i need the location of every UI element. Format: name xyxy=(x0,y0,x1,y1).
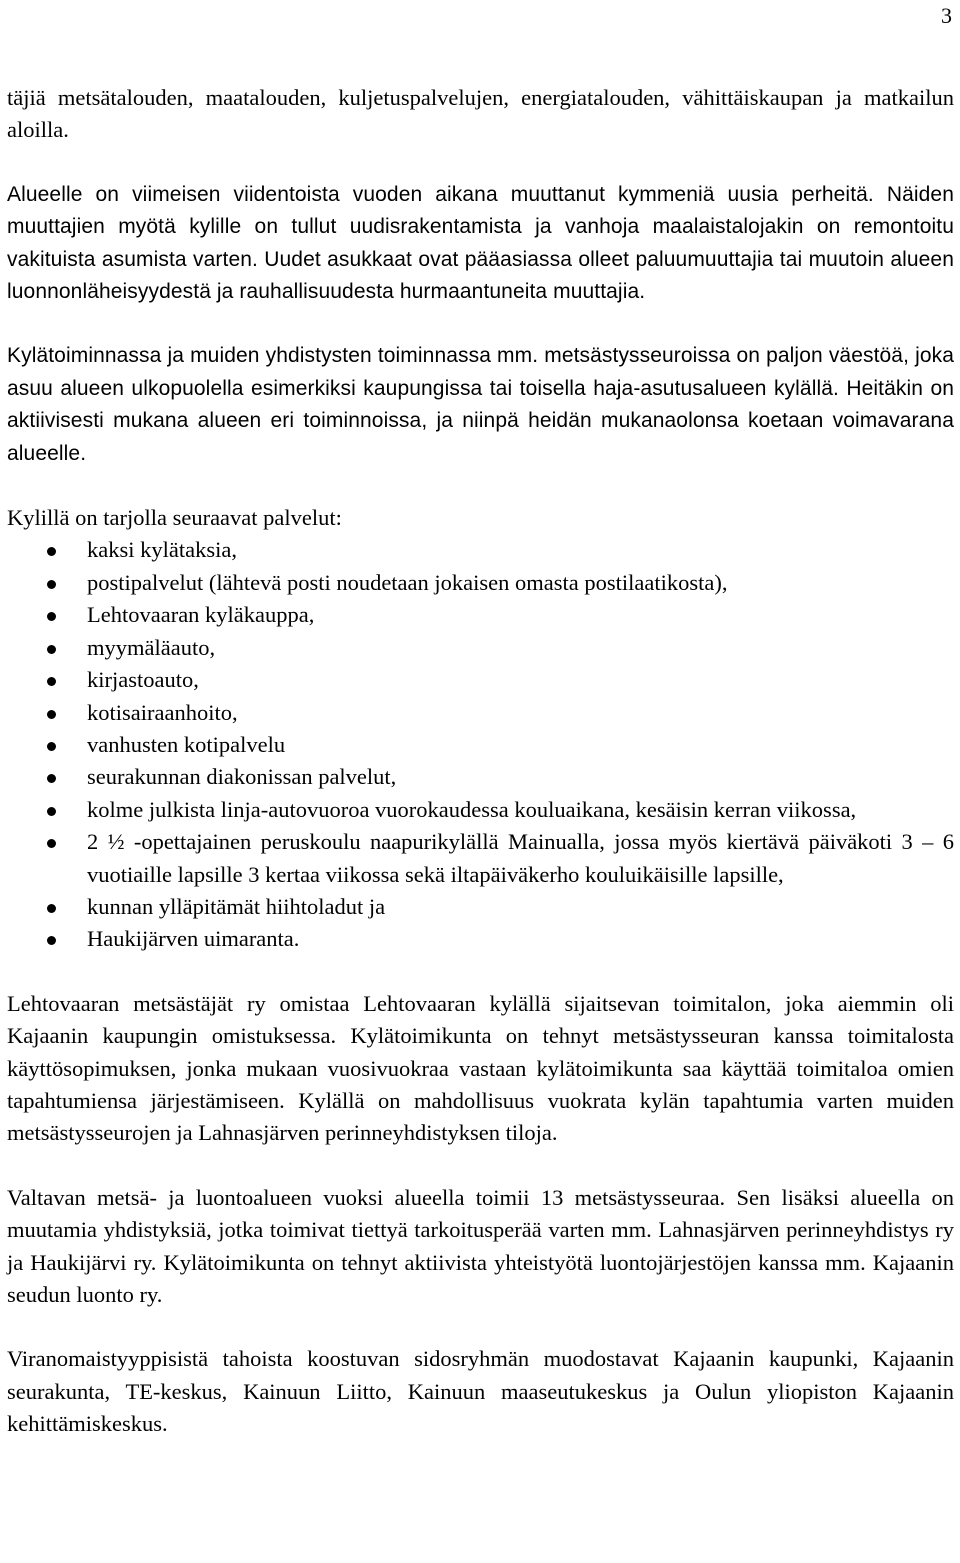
bullet-icon xyxy=(47,839,56,848)
bullet-icon xyxy=(47,645,56,654)
paragraph-new-families: Alueelle on viimeisen viidentoista vuoden aikana muuttanut kymmeniä uusia perheitä. Näiden muuttajien myötä kylille on tullut uudisrakentamista ja vanhoja maalaistalojakin on remontoitu vakituista asumista varten. Uudet asukkaat ovat pääasiassa olleet paluumuuttajia tai muutoin alueen luonnonläheisyydestä ja rauhallisuudesta hurmaantuneita muuttajia. xyxy=(7,182,954,304)
services-intro: Kylillä on tarjolla seuraavat palvelut: xyxy=(7,505,342,531)
list-item: kirjastoauto, xyxy=(7,664,954,696)
paragraph-hunting-clubs: Valtavan metsä- ja luontoalueen vuoksi alueella toimii 13 metsästysseuraa. Sen lisäksi alueella on muutamia yhdistyksiä, jotka toimivat tiettyä tarkoitusperää varten mm. Lahnasjärven perinneyhdistys ry ja Haukijärvi ry. Kylätoimikunta on tehnyt aktiivista yhteistyötä luontojärjestöjen kanssa mm. Kajaanin seudun luonto ry. xyxy=(7,1184,954,1307)
page-number: 3 xyxy=(941,3,952,28)
list-item: kaksi kylätaksia, xyxy=(7,534,954,566)
paragraph-stakeholders: Viranomaistyyppisistä tahoista koostuvan sidosryhmän muodostavat Kajaanin kaupunki, Kajaanin seurakunta, TE-keskus, Kainuun Liitto, Kainuun maaseutukeskus ja Oulun yliopiston Kajaanin kehittämiskeskus. xyxy=(7,1346,954,1437)
bullet-icon xyxy=(47,774,56,783)
bullet-icon xyxy=(47,580,56,589)
bullet-icon xyxy=(47,547,56,556)
bullet-icon xyxy=(47,677,56,686)
bullet-icon xyxy=(47,807,56,816)
list-item: postipalvelut (lähtevä posti noudetaan jokaisen omasta postilaatikosta), xyxy=(7,567,954,599)
services-list xyxy=(7,534,954,955)
list-item: kolme julkista linja-autovuoroa vuorokaudessa kouluaikana, kesäisin kerran viikossa, xyxy=(7,794,954,826)
document-body xyxy=(7,82,954,1473)
list-item: seurakunnan diakonissan palvelut, xyxy=(7,761,954,793)
list-item: Lehtovaaran kyläkauppa, xyxy=(7,599,954,631)
paragraph-hunting-house: Lehtovaaran metsästäjät ry omistaa Lehtovaaran kylällä sijaitsevan toimitalon, joka aiemmin oli Kajaanin kaupungin omistuksessa. Kylätoimikunta on tehnyt metsästysseuran kanssa toimitalosta käyttösopimuksen, jonka mukaan vuosivuokraa vastaan kylätoimikunta saa käyttää toimitaloa omien tapahtumiensa järjestämiseen. Kylällä on mahdollisuus vuokrata kylän tapahtumia varten muiden metsästysseurojen ja Lahnasjärven perinneyhdistyksen tiloja. xyxy=(7,990,954,1146)
list-item: kotisairaanhoito, xyxy=(7,697,954,729)
bullet-icon xyxy=(47,710,56,719)
list-item: 2 ½ -opettajainen peruskoulu naapurikylällä Mainualla, jossa myös kiertävä päiväkoti 3 – 6 vuotiaille lapsille 3 kertaa viikossa sekä iltapäiväkerho kouluikäisille lapsille, xyxy=(7,826,954,891)
list-item: myymäläauto, xyxy=(7,632,954,664)
paragraph-village-activity: Kylätoiminnassa ja muiden yhdistysten toiminnassa mm. metsästysseuroissa on paljon väestöä, joka asuu alueen ulkopuolella esimerkiksi kaupungissa tai toisella haja-asutusalueen kylällä. Heitäkin on aktiivisesti mukana alueen eri toiminnoissa, ja niinpä heidän mukanaolonsa koetaan voimavarana alueelle. xyxy=(7,344,954,465)
list-item: Haukijärven uimaranta. xyxy=(7,923,954,955)
bullet-icon xyxy=(47,936,56,945)
bullet-icon xyxy=(47,904,56,913)
list-item: kunnan ylläpitämät hiihtoladut ja xyxy=(7,891,954,923)
list-item: vanhusten kotipalvelu xyxy=(7,729,954,761)
bullet-icon xyxy=(47,742,56,751)
bullet-icon xyxy=(47,612,56,621)
paragraph-economy: täjiä metsätalouden, maatalouden, kuljetuspalvelujen, energiatalouden, vähittäiskaupan ja matkailun aloilla. xyxy=(7,85,954,143)
